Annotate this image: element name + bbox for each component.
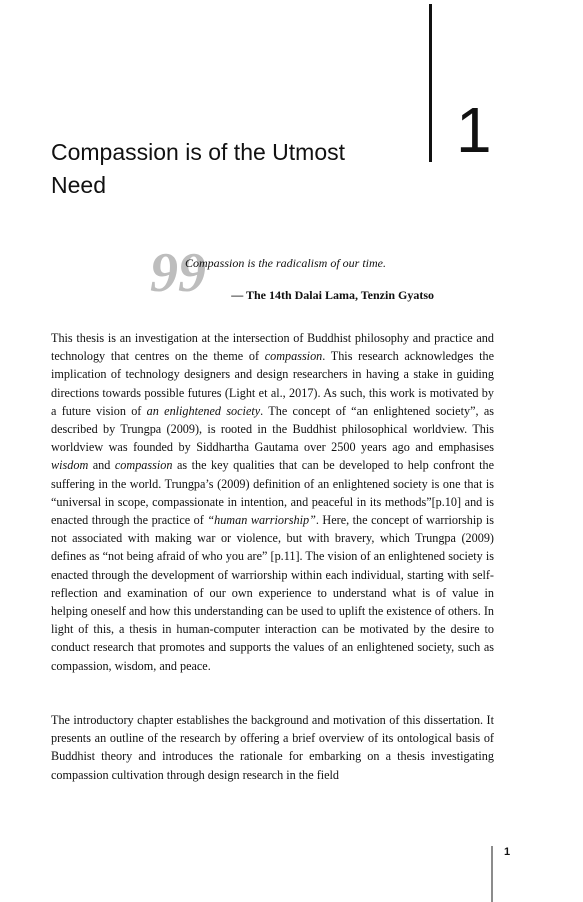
paragraph-text-run: . Here, the concept of warriorship is not associated with making war or violence, but with bravery, which Trungpa (2009) defines as “not being afraid of who you are” [p.11]. The vision of an enlightened society is enacted through the development of warriorship within each individual, starting with self-reflection and examination of our own experience to understand what is of value in helping oneself and how this understanding can be used to uplift the existence of others. In light of this, a thesis in human-computer interaction can be motivated by the desire to conduct research that promotes and supports the values of an enlightened society, such as compassion, wisdom, and peace.	[51, 513, 495, 673]
body-paragraph-1	[51, 329, 494, 675]
emphasis-text: compassion	[114, 458, 173, 473]
chapter-number: 1	[456, 94, 492, 166]
chapter-divider-rule	[429, 4, 432, 162]
epigraph-quote: Compassion is the radicalism of our time.	[185, 256, 387, 270]
epigraph-attribution: — The 14th Dalai Lama, Tenzin Gyatso	[231, 288, 434, 302]
emphasis-text: an enlightened society	[146, 403, 261, 418]
emphasis-text: compassion	[264, 349, 323, 364]
body-paragraph-2: The introductory chapter establishes the background and motivation of this dissertation. It presents an outline of the research by offering a brief overview of its ontological basis of Buddhist theory and introduces the rationale for embarking on a thesis investigating compassion cultivation through design research in the field	[51, 713, 494, 782]
page-number-rule	[491, 846, 493, 902]
page-number: 1	[504, 846, 511, 858]
emphasis-text: wisdom	[51, 458, 89, 473]
paragraph-text-run: and	[88, 458, 115, 473]
paragraph-text-run: This thesis is an investigation at the intersection of Buddhist philosophy and practice and technology that centres on the theme of	[51, 331, 494, 364]
emphasis-text: “human warriorship”	[207, 513, 316, 528]
paragraph-text-run: . This research acknowledges the implication of technology designers and design researchers in having a stake in guiding directions towards possible futures (Light et al., 2017). As such, this work is motivated by a future vision of	[51, 349, 494, 418]
paragraph-text-run: . The concept of “an enlightened society”, as described by Trungpa (2009), is rooted in the Buddhist philosophical worldview. This worldview was founded by Siddhartha Gautama over 2500 years ago and emphasises	[51, 403, 494, 455]
paragraph-text-run: as the key qualities that can be developed to help confront the suffering in the world. Trungpa’s (2009) definition of an enlightened society is one that is “universal in scope, compassionate in intention, and peaceful in its methods”[p.10] and is enacted through the practice of	[51, 458, 494, 528]
quote-mark-icon: 99	[150, 242, 206, 304]
chapter-title: Compassion is of the Utmost Need	[51, 139, 346, 198]
